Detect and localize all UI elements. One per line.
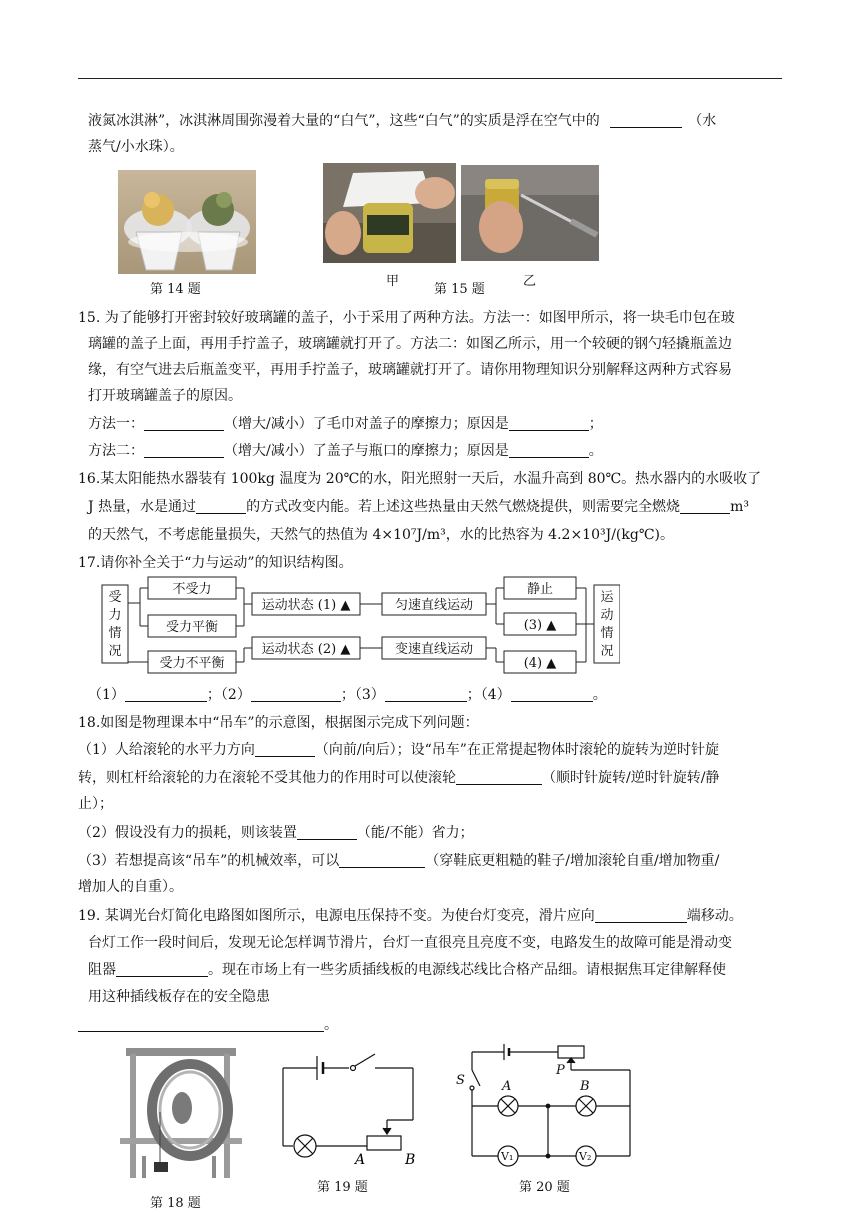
q16-text-b: 的方式改变内能。若上述这些热量由天然气燃烧提供，则需要完全燃烧 (246, 499, 681, 515)
q18-blank-3[interactable] (297, 823, 357, 840)
q18-s1-text-a: （1）人给滚轮的水平力方向 (78, 742, 255, 758)
q14-caption: 第 14 题 (150, 282, 201, 297)
q16-line2 (88, 494, 749, 520)
q17-concept-map (100, 575, 620, 675)
q16-unit: m³ (730, 499, 749, 515)
q19-line2: 台灯工作一段时间后，发现无论怎样调节滑片，台灯一直很亮且亮度不变，电路发生的故障可能是滑动变 (88, 935, 732, 951)
q18-s3-text-b: （穿鞋底更粗糙的鞋子/增加滚轮自重/增加物重/ (425, 853, 720, 869)
q17-text-biansu: 变速直线运动 (394, 642, 474, 657)
q17-blank-4[interactable] (511, 685, 593, 702)
q17-blank-3[interactable] (385, 685, 467, 702)
q18-s1-text-b: （向前/向后）；设“吊车”在正常提起物体时滚轮的旋转为逆时针旋 (314, 742, 719, 758)
q20-label-a: A (502, 1079, 512, 1094)
q15-method1-blank1[interactable] (144, 414, 224, 431)
q18-crane-figure (120, 1046, 242, 1180)
q17-answers (88, 682, 607, 708)
q18-s3-line2: 增加人的自重）。 (78, 879, 183, 895)
q15-method1-end: ； (588, 416, 603, 432)
q15-caption: 第 15 题 (434, 282, 485, 297)
q17-text-state1: 运动状态 (1) ▲ (261, 598, 351, 613)
q14-blank[interactable] (610, 111, 682, 128)
q20-switch-pivot (470, 1086, 474, 1090)
q16-line3: 的天然气，不考虑能量损失，天然气的热值为 4×10⁷J/m³，水的比热容为 4.2×10³J/(kg℃)。 (88, 527, 674, 543)
q15-line4: 打开玻璃罐盖子的原因。 (88, 388, 242, 404)
q19-line5-end: 。 (324, 1017, 338, 1033)
q15-method2-blank2[interactable] (509, 441, 589, 458)
q19-circuit-diagram (275, 1046, 425, 1168)
q19-blank-3[interactable] (78, 1015, 324, 1032)
q20-circuit-diagram (450, 1040, 640, 1172)
q18-s2-text-b: （能/不能）省力； (356, 825, 474, 841)
q14-text-end: （水 (688, 113, 717, 129)
q15-photo-jia (323, 163, 456, 263)
q18-blank-2[interactable] (456, 768, 542, 785)
q15-method2-text: （增大/减小）了盖子与瓶口的摩擦力；原因是 (224, 443, 509, 459)
q19-line3 (88, 957, 726, 983)
q14-text: 液氮冰淇淋”，冰淇淋周围弥漫着大量的“白气”，这些“白气”的实质是浮在空气中的 (88, 113, 600, 129)
q18-s1-line3: 止）； (78, 796, 113, 812)
q17-left-char: 受 (108, 590, 122, 605)
q19-blank-1[interactable] (595, 906, 687, 923)
q18-s2 (78, 820, 474, 846)
q15-method1-label: 方法一： (88, 416, 144, 432)
q19-line1 (78, 903, 743, 929)
q17-text-pingheng: 受力平衡 (165, 620, 219, 635)
q20-label-s: S (456, 1073, 465, 1088)
q19-line4: 用这种插线板存在的安全隐患 (88, 989, 270, 1005)
switch-blade (355, 1054, 375, 1066)
q18-s3 (78, 848, 719, 874)
q18-title: 18.如图是物理课本中“吊车”的示意图，根据图示完成下列问题： (78, 715, 479, 731)
q19-blank-2[interactable] (116, 960, 208, 977)
q19-label-a: A (355, 1152, 366, 1168)
q15-line1: 15. 为了能够打开密封较好玻璃罐的盖子，小于采用了两种方法。方法一：如图甲所示，将一块毛巾包在玻 (78, 310, 735, 326)
q14-icecream-photo (118, 170, 256, 274)
q15-method1-text: （增大/减小）了毛巾对盖子的摩擦力；原因是 (224, 416, 509, 432)
q18-caption: 第 18 题 (150, 1196, 201, 1211)
q17-answer-label: ；（2） (206, 687, 251, 703)
q17-blank-1[interactable] (125, 685, 207, 702)
q17-text-bupingheng: 受力不平衡 (159, 656, 225, 671)
q17-title: 17.请你补全关于“力与运动”的知识结构图。 (78, 555, 353, 571)
q19-caption: 第 19 题 (317, 1180, 368, 1195)
q14-line1 (88, 108, 716, 134)
q20-label-p: P (556, 1063, 565, 1078)
q19-text-a: 19. 某调光台灯简化电路图如图所示，电源电压保持不变。为使台灯变亮，滑片应向 (78, 908, 595, 924)
q18-s3-text-a: （3）若想提高该“吊车”的机械效率，可以 (78, 853, 340, 869)
q17-left-char: 况 (108, 644, 122, 659)
q20-label-v2: V₂ (579, 1150, 592, 1163)
q17-answer-label: ；（3） (340, 687, 385, 703)
q17-text-4: (4) ▲ (523, 656, 557, 671)
q17-right-char: 况 (600, 644, 614, 659)
q18-s2-text-a: （2）假设没有力的损耗，则该装置 (78, 825, 297, 841)
q16-text-a: J 热量，水是通过 (88, 499, 197, 515)
q19-label-b: B (405, 1152, 416, 1168)
q17-text-yunsu: 匀速直线运动 (394, 598, 474, 613)
q17-text-bushouli: 不受力 (172, 582, 212, 597)
q17-right-char: 运 (600, 590, 614, 605)
q16-line1: 16.某太阳能热水器装有 100kg 温度为 20℃的水，阳光照射一天后，水温升高到 80℃。热水器内的水吸收了 (78, 471, 762, 487)
q18-s1-line1 (78, 737, 719, 763)
q15-line2: 璃罐的盖子上面，再用手拧盖子，玻璃罐就打开了。方法二：如图乙所示，用一个较硬的钢勺轻撬瓶盖边 (88, 336, 732, 352)
q18-s1-line2 (78, 765, 719, 791)
q18-blank-1[interactable] (255, 740, 315, 757)
q18-s1-text-d: （顺时针旋转/逆时针旋转/静 (542, 770, 720, 786)
switch-pivot (351, 1066, 356, 1071)
q20-label-v1: V₁ (501, 1150, 514, 1163)
q17-right-char: 情 (600, 626, 614, 641)
q15-method1 (88, 411, 603, 437)
q15-method2 (88, 438, 603, 464)
q20-label-b: B (580, 1079, 590, 1094)
q17-answer-label: （1） (88, 687, 125, 703)
q15-method1-blank2[interactable] (509, 414, 589, 431)
q15-method2-blank1[interactable] (144, 441, 224, 458)
rheostat-symbol (367, 1136, 401, 1150)
q20-caption: 第 20 题 (519, 1180, 570, 1195)
q15-photo-yi (461, 165, 599, 261)
q15-line3: 缘，有空气进去后瓶盖变平，再用手拧盖子，玻璃罐就打开了。请你用物理知识分别解释这两种方式容易 (88, 362, 732, 378)
q17-answer-label: ；（4） (466, 687, 511, 703)
q17-left-char: 情 (108, 626, 122, 641)
q18-s1-text-c: 转，则杠杆给滚轮的力在滚轮不受其他力的作用时可以使滚轮 (78, 770, 456, 786)
q19-text-c: 阻器 (88, 962, 116, 978)
q15-method2-end: 。 (588, 443, 603, 459)
q18-blank-4[interactable] (339, 851, 425, 868)
q19-text-b: 端移动。 (686, 908, 743, 924)
q17-blank-2[interactable] (251, 685, 341, 702)
q15-method2-label: 方法二： (88, 443, 144, 459)
q15-label-jia: 甲 (386, 274, 400, 289)
q19-text-d: 。现在市场上有一些劣质插线板的电源线芯线比合格产品细。请根据焦耳定律解释使 (208, 962, 726, 978)
q17-left-char: 力 (108, 608, 122, 623)
q16-blank-3[interactable] (680, 497, 730, 514)
q17-text-jingzhi: 静止 (526, 582, 554, 597)
q15-label-yi: 乙 (523, 274, 537, 289)
q19-line5 (78, 1012, 338, 1038)
q17-text-state2: 运动状态 (2) ▲ (261, 642, 351, 657)
q17-answer-end: 。 (592, 687, 607, 703)
q16-blank-2[interactable] (196, 497, 246, 514)
q17-right-char: 动 (600, 608, 614, 623)
header-rule (78, 78, 782, 79)
q14-line2: 蒸气/小水珠）。 (88, 139, 184, 155)
q20-switch-blade (472, 1070, 480, 1086)
q17-text-3: (3) ▲ (523, 618, 557, 633)
q20-rheostat (558, 1046, 584, 1058)
